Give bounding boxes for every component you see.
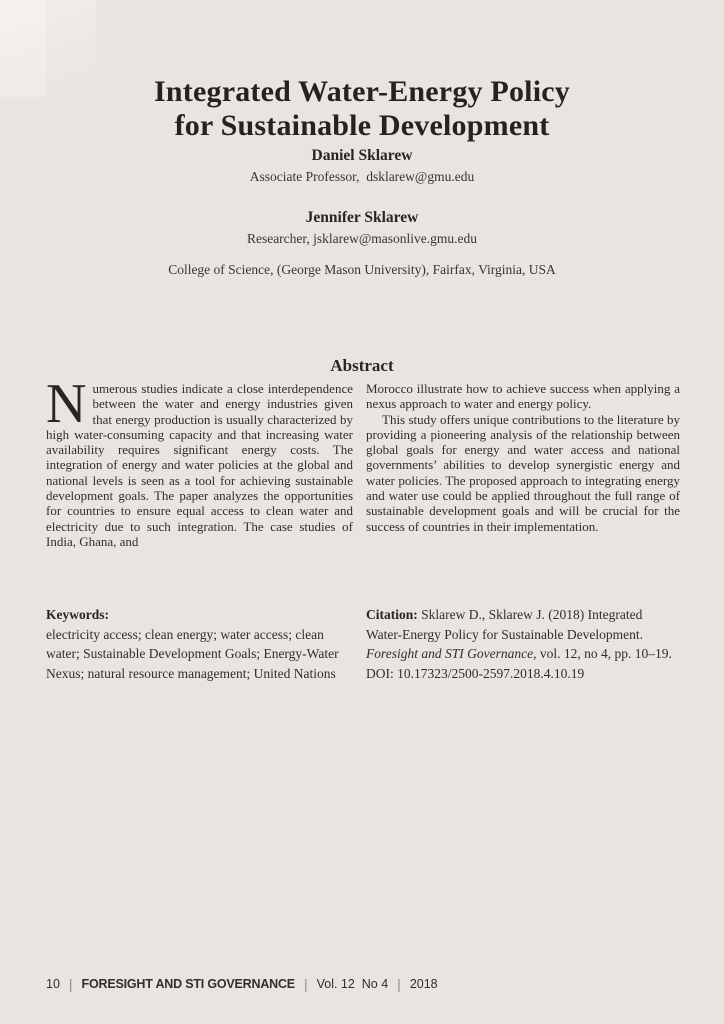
affiliation: College of Science, (George Mason University), Fairfax, Virginia, USA: [168, 262, 556, 277]
abstract-column-left-text: umerous studies indicate a close interdependence between the water and energy industries given that energy production is usually characterized by high water-consuming capacity and that increasing water availability requires significant energy costs. The integration of energy and water policies at the global and national levels is seen as a tool for achieving sustainable development goals. The paper analyzes the opportunities for countries to ensure equal access to clean water and electricity due to such integration. The case studies of India, Ghana, and: [46, 381, 353, 549]
citation-doi: DOI: 10.17323/2500-2597.2018.4.10.19: [366, 665, 585, 681]
abstract-heading: Abstract: [330, 356, 394, 376]
author-2: [0, 209, 724, 247]
author-1: [0, 147, 724, 185]
citation-block: [366, 605, 680, 683]
keywords-text: electricity access; clean energy; water access; clean water; Sustainable Development Goals; Energy-Water Nexus; natural resource management; United Nations: [46, 626, 339, 681]
abstract-right-paragraph-2: This study offers unique contributions to the literature by providing a pioneering analysis of the relationship between global goals for energy and water access and national governments’ abilities to develop synergistic energy and water policies. The proposed approach to integrating energy and water use could be applied throughout the full range of sustainable development goals and will be crucial for the success of countries in their implementation.: [366, 411, 680, 534]
page-footer: [46, 975, 438, 991]
keywords-label: Keywords:: [46, 607, 109, 622]
abstract-column-right: [366, 381, 680, 549]
citation-label: Citation:: [366, 607, 418, 622]
author-1-name: Daniel Sklarew: [311, 147, 413, 164]
abstract-right-paragraph-1: Morocco illustrate how to achieve success when applying a nexus approach to water and energy policy.: [366, 381, 680, 412]
footer-volume: Vol. 12 No 4: [316, 977, 389, 991]
citation-text: [366, 605, 680, 664]
footer-page-number: 10: [46, 977, 60, 991]
abstract-dropcap: N: [46, 373, 87, 435]
citation-text-before-journal: Sklarew D., Sklarew J. (2018) Integrated Water-Energy Policy for Sustainable Development.: [366, 607, 643, 642]
author-1-details: Associate Professor, dsklarew@gmu.edu: [249, 169, 475, 184]
paper-title-line2: for Sustainable Development: [174, 109, 550, 143]
citation-text-after-journal: , vol. 12, no 4, pp. 10–19.: [533, 646, 672, 661]
footer-year: 2018: [409, 977, 438, 991]
keywords-block: [46, 605, 353, 683]
author-2-details: Researcher, jsklarew@masonlive.gmu.edu: [246, 231, 478, 246]
paper-title-line1: Integrated Water-Energy Policy: [154, 75, 570, 109]
footer-separator-1: |: [68, 976, 73, 992]
citation-journal-name: Foresight and STI Governance: [366, 646, 534, 661]
footer-separator-2: |: [303, 976, 308, 992]
keywords-citation-row: [46, 605, 680, 683]
footer-journal-name: FORESIGHT AND STI GOVERNANCE: [81, 977, 295, 991]
footer-separator-3: |: [397, 976, 401, 992]
paper-title: [0, 75, 724, 143]
author-2-name: Jennifer Sklarew: [305, 209, 419, 226]
abstract-body: [46, 373, 680, 549]
authors-block: [0, 147, 724, 247]
abstract-column-left: [46, 373, 353, 549]
